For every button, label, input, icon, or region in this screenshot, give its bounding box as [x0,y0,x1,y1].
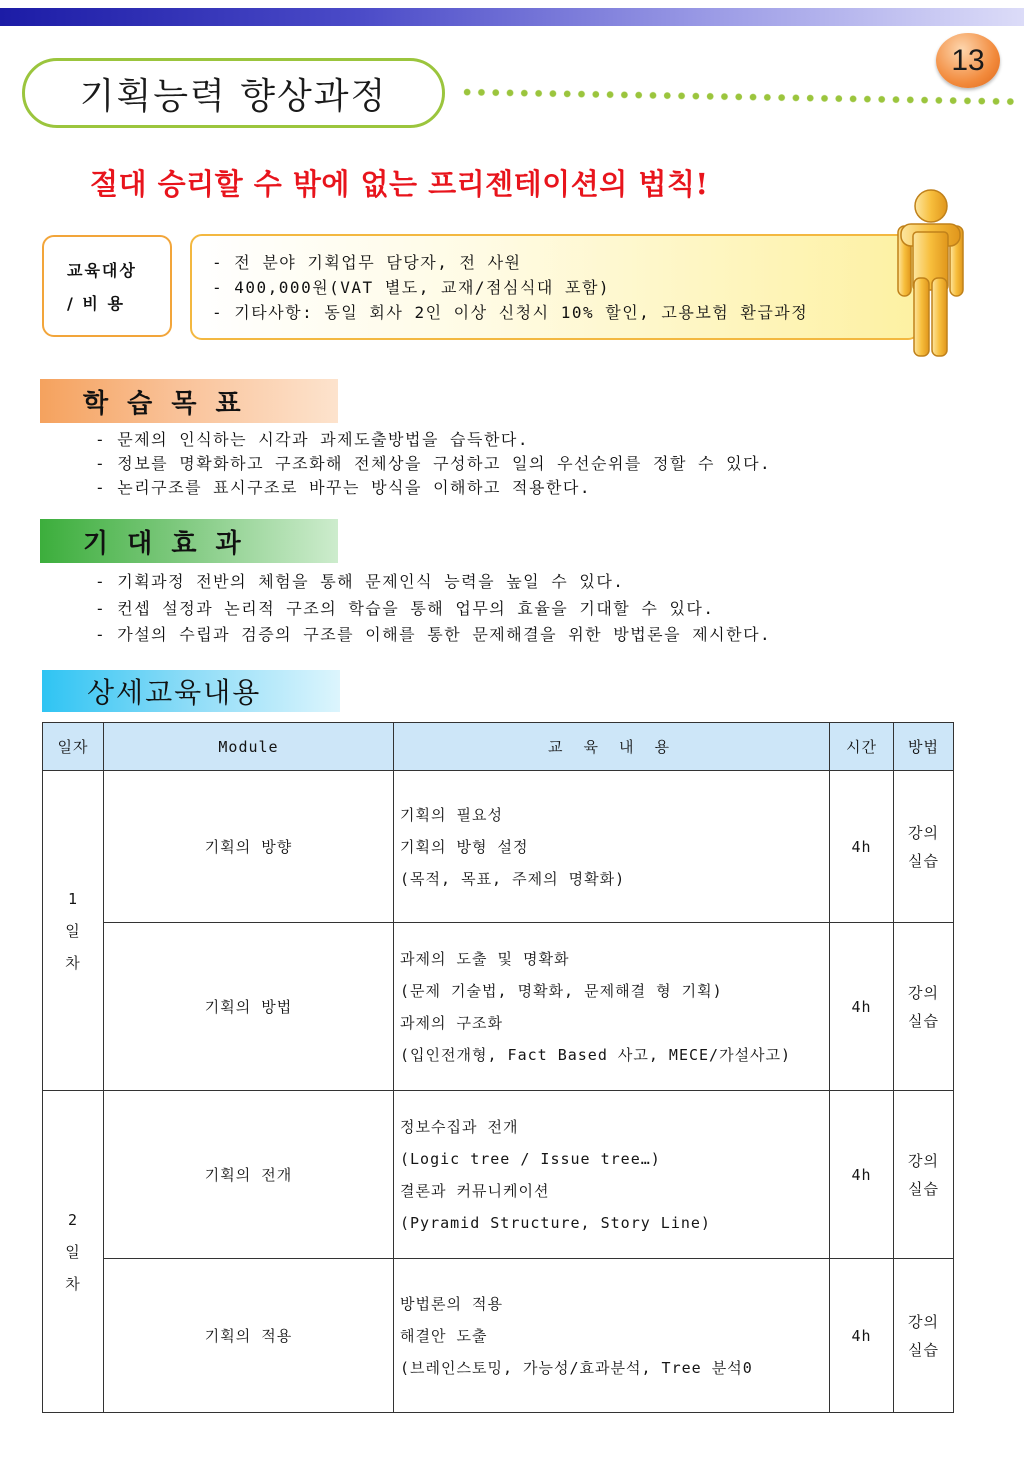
cost-item: - 400,000원(VAT 별도, 교재/점심식대 포함) [212,278,611,297]
effect-item: - 기획과정 전반의 체험을 통해 문제인식 능력을 높일 수 있다. [95,572,625,591]
content-line: (입인전개형, Fact Based 사고, MECE/가설사고) [400,1045,792,1064]
content-line: 과제의 도출 및 명확화 [400,949,570,968]
objectives-list [95,428,771,500]
method-line: 강의 [908,1312,939,1331]
table-row [43,923,954,1091]
day-cell [43,1091,104,1413]
method-line: 강의 [908,983,939,1002]
header-day: 일자 [43,723,104,771]
method-cell [894,1091,954,1259]
cost-label-line: / 비 용 [67,294,125,313]
content-line: (Pyramid Structure, Story Line) [400,1213,711,1232]
content-line: (목적, 목표, 주제의 명확화) [400,869,626,888]
content-cell [394,1259,830,1413]
content-line: 해결안 도출 [400,1326,488,1345]
page-title: 기획능력 향상과정 [22,58,445,128]
table-row [43,771,954,923]
content-line: 방법론의 적용 [400,1294,503,1313]
time-cell: 4h [830,1091,894,1259]
target-item: - 전 분야 기획업무 담당자, 전 사원 [212,253,522,272]
effects-list [95,569,771,649]
content-cell [394,771,830,923]
target-cost-label [42,235,172,337]
day-cell [43,771,104,1091]
target-cost-box [190,234,920,340]
effect-item: - 가설의 수립과 검증의 구조를 이해를 통한 문제해결을 위한 방법론을 제시한다. [95,625,772,644]
day-number: 2 [67,1210,79,1229]
method-cell [894,1259,954,1413]
time-cell: 4h [830,1259,894,1413]
method-line: 실습 [908,1011,939,1030]
module-cell: 기획의 적용 [104,1259,394,1413]
content-line: 기획의 방형 설정 [400,837,529,856]
time-cell: 4h [830,923,894,1091]
objective-item: - 문제의 인식하는 시각과 과제도출방법을 습득한다. [95,430,530,449]
content-cell [394,1091,830,1259]
time-cell: 4h [830,771,894,923]
header-module: Module [104,723,394,771]
method-line: 실습 [908,851,939,870]
target-label-line: 교육대상 [67,261,137,280]
module-cell: 기획의 방향 [104,771,394,923]
content-line: (문제 기술법, 명확화, 문제해결 형 기획) [400,981,723,1000]
top-gradient-bar [0,8,1024,26]
curriculum-table [42,722,954,1413]
header-content: 교 육 내 용 [394,723,830,771]
module-cell: 기획의 전개 [104,1091,394,1259]
headline: 절대 승리할 수 밖에 없는 프리젠테이션의 법칙! [90,167,709,201]
page-number-badge: 13 [936,33,1000,88]
section-header-details: 상세교육내용 [42,670,340,712]
content-line: 기획의 필요성 [400,805,503,824]
content-line: (Logic tree / Issue tree…) [400,1149,661,1168]
day-label-char: 차 [65,1274,81,1293]
effect-item: - 컨셉 설정과 논리적 구조의 학습을 통해 업무의 효율을 기대할 수 있다. [95,598,715,618]
content-line: 과제의 구조화 [400,1013,503,1032]
content-line: 정보수집과 전개 [400,1117,519,1136]
section-header-objectives: 학 습 목 표 [40,379,338,423]
objective-item: - 정보를 명확화하고 구조화해 전체상을 구성하고 일의 우선순위를 정할 수 있다. [95,454,772,473]
table-row [43,1091,954,1259]
header-method: 방법 [894,723,954,771]
header-time: 시간 [830,723,894,771]
content-line: (브레인스토밍, 가능성/효과분석, Tree 분석0 [400,1358,753,1377]
content-line: 결론과 커뮤니케이션 [400,1181,550,1200]
module-cell: 기획의 방법 [104,923,394,1091]
content-cell [394,923,830,1091]
objective-item: - 논리구조를 표시구조로 바꾸는 방식을 이해하고 적용한다. [95,478,592,497]
day-label-char: 차 [65,953,81,972]
table-header-row [43,723,954,771]
table-row [43,1259,954,1413]
method-line: 실습 [908,1179,939,1198]
day-label-char: 일 [65,921,81,940]
day-label-char: 일 [65,1242,81,1261]
method-line: 실습 [908,1340,939,1359]
section-header-effects: 기 대 효 과 [40,519,338,563]
method-cell [894,923,954,1091]
method-line: 강의 [908,1151,939,1170]
note-item: - 기타사항: 동일 회사 2인 이상 신청시 10% 할인, 고용보험 환급과정 [212,303,809,322]
method-cell [894,771,954,923]
method-line: 강의 [908,823,939,842]
person-icon [893,188,967,358]
day-number: 1 [67,889,79,908]
dotted-divider [460,87,1020,107]
